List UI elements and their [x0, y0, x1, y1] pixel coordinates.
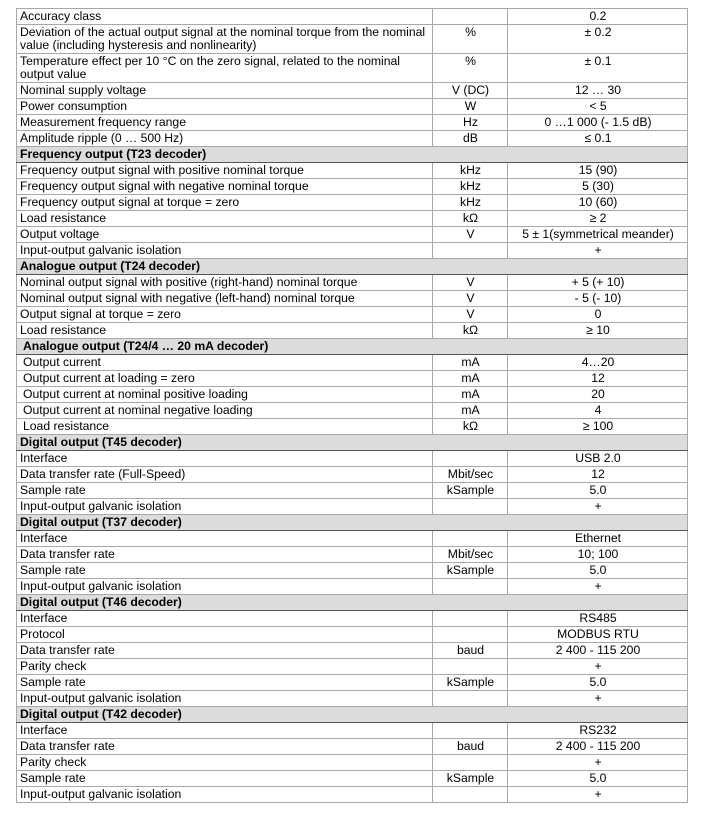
table-row — [17, 643, 688, 659]
parameter-cell: Power consumption — [17, 99, 433, 115]
unit-cell: V — [433, 291, 508, 307]
parameter-cell: Input-output galvanic isolation — [17, 243, 433, 259]
unit-cell: kHz — [433, 179, 508, 195]
section-title: Analogue output (T24/4 … 20 mA decoder) — [17, 339, 688, 355]
parameter-cell: Accuracy class — [17, 9, 433, 25]
parameter-cell: Sample rate — [17, 675, 433, 691]
value-cell: 20 — [508, 387, 688, 403]
table-row — [17, 131, 688, 147]
parameter-cell: Interface — [17, 723, 433, 739]
parameter-cell: Temperature effect per 10 °C on the zero signal, related to the nominal output value — [17, 54, 433, 83]
parameter-cell: Load resistance — [17, 211, 433, 227]
parameter-cell: Sample rate — [17, 483, 433, 499]
value-cell: + 5 (+ 10) — [508, 275, 688, 291]
table-row — [17, 611, 688, 627]
unit-cell: kSample — [433, 483, 508, 499]
unit-cell: kSample — [433, 563, 508, 579]
table-row — [17, 211, 688, 227]
parameter-cell: Interface — [17, 451, 433, 467]
unit-cell: kΩ — [433, 323, 508, 339]
parameter-cell: Input-output galvanic isolation — [17, 787, 433, 803]
parameter-cell: Frequency output signal with negative nominal torque — [17, 179, 433, 195]
parameter-cell: Nominal output signal with negative (left-hand) nominal torque — [17, 291, 433, 307]
value-cell: 12 — [508, 467, 688, 483]
section-header-row — [17, 707, 688, 723]
table-row — [17, 451, 688, 467]
table-row — [17, 54, 688, 83]
unit-cell: kHz — [433, 195, 508, 211]
table-row — [17, 579, 688, 595]
section-header-row — [17, 595, 688, 611]
table-row — [17, 291, 688, 307]
value-cell: 0 …1 000 (- 1.5 dB) — [508, 115, 688, 131]
unit-cell: % — [433, 25, 508, 54]
parameter-cell: Deviation of the actual output signal at the nominal torque from the nominal value (including hysteresis and nonlinearity) — [17, 25, 433, 54]
parameter-cell: Output current at nominal positive loading — [17, 387, 433, 403]
value-cell: RS232 — [508, 723, 688, 739]
value-cell: ≥ 100 — [508, 419, 688, 435]
table-row — [17, 99, 688, 115]
parameter-cell: Data transfer rate (Full-Speed) — [17, 467, 433, 483]
unit-cell: V — [433, 275, 508, 291]
table-row — [17, 371, 688, 387]
unit-cell — [433, 499, 508, 515]
table-row — [17, 419, 688, 435]
unit-cell — [433, 579, 508, 595]
value-cell: Ethernet — [508, 531, 688, 547]
parameter-cell: Data transfer rate — [17, 643, 433, 659]
table-row — [17, 243, 688, 259]
section-header-row — [17, 339, 688, 355]
parameter-cell: Sample rate — [17, 563, 433, 579]
parameter-cell: Output current at nominal negative loading — [17, 403, 433, 419]
value-cell: 2 400 - 115 200 — [508, 643, 688, 659]
value-cell: 2 400 - 115 200 — [508, 739, 688, 755]
value-cell: 10 (60) — [508, 195, 688, 211]
unit-cell: dB — [433, 131, 508, 147]
value-cell: 12 … 30 — [508, 83, 688, 99]
table-row — [17, 499, 688, 515]
value-cell: + — [508, 755, 688, 771]
value-cell: + — [508, 691, 688, 707]
value-cell: ± 0.1 — [508, 54, 688, 83]
unit-cell — [433, 243, 508, 259]
parameter-cell: Load resistance — [17, 323, 433, 339]
parameter-cell: Load resistance — [17, 419, 433, 435]
value-cell: 5 (30) — [508, 179, 688, 195]
unit-cell: baud — [433, 643, 508, 659]
parameter-cell: Parity check — [17, 659, 433, 675]
unit-cell: kHz — [433, 163, 508, 179]
table-row — [17, 83, 688, 99]
value-cell: - 5 (- 10) — [508, 291, 688, 307]
unit-cell — [433, 451, 508, 467]
unit-cell: V — [433, 227, 508, 243]
parameter-cell: Parity check — [17, 755, 433, 771]
value-cell: 4…20 — [508, 355, 688, 371]
unit-cell: V (DC) — [433, 83, 508, 99]
value-cell: RS485 — [508, 611, 688, 627]
unit-cell — [433, 9, 508, 25]
table-row — [17, 531, 688, 547]
value-cell: 5 ± 1(symmetrical meander) — [508, 227, 688, 243]
value-cell: MODBUS RTU — [508, 627, 688, 643]
section-header-row — [17, 147, 688, 163]
unit-cell: W — [433, 99, 508, 115]
value-cell: ≥ 2 — [508, 211, 688, 227]
spec-table-body — [17, 9, 688, 803]
section-title: Digital output (T45 decoder) — [17, 435, 688, 451]
table-row — [17, 467, 688, 483]
table-row — [17, 755, 688, 771]
parameter-cell: Output voltage — [17, 227, 433, 243]
section-title: Analogue output (T24 decoder) — [17, 259, 688, 275]
table-row — [17, 323, 688, 339]
parameter-cell: Frequency output signal at torque = zero — [17, 195, 433, 211]
value-cell: < 5 — [508, 99, 688, 115]
table-row — [17, 547, 688, 563]
table-row — [17, 163, 688, 179]
unit-cell: mA — [433, 371, 508, 387]
value-cell: 5.0 — [508, 563, 688, 579]
value-cell: ≥ 10 — [508, 323, 688, 339]
value-cell: USB 2.0 — [508, 451, 688, 467]
unit-cell — [433, 723, 508, 739]
unit-cell: Hz — [433, 115, 508, 131]
table-row — [17, 771, 688, 787]
table-row — [17, 355, 688, 371]
table-row — [17, 195, 688, 211]
unit-cell: mA — [433, 403, 508, 419]
parameter-cell: Data transfer rate — [17, 547, 433, 563]
value-cell: 5.0 — [508, 675, 688, 691]
table-row — [17, 675, 688, 691]
table-row — [17, 403, 688, 419]
unit-cell — [433, 659, 508, 675]
value-cell: 10; 100 — [508, 547, 688, 563]
parameter-cell: Sample rate — [17, 771, 433, 787]
value-cell: 4 — [508, 403, 688, 419]
spec-table — [16, 8, 688, 803]
section-header-row — [17, 259, 688, 275]
value-cell: 12 — [508, 371, 688, 387]
table-row — [17, 659, 688, 675]
unit-cell: kΩ — [433, 419, 508, 435]
table-row — [17, 275, 688, 291]
parameter-cell: Interface — [17, 611, 433, 627]
section-title: Digital output (T46 decoder) — [17, 595, 688, 611]
table-row — [17, 115, 688, 131]
table-row — [17, 787, 688, 803]
value-cell: 5.0 — [508, 771, 688, 787]
unit-cell — [433, 627, 508, 643]
table-row — [17, 387, 688, 403]
value-cell: ± 0.2 — [508, 25, 688, 54]
parameter-cell: Data transfer rate — [17, 739, 433, 755]
table-row — [17, 9, 688, 25]
value-cell: + — [508, 243, 688, 259]
unit-cell — [433, 691, 508, 707]
table-row — [17, 691, 688, 707]
table-row — [17, 563, 688, 579]
section-header-row — [17, 515, 688, 531]
parameter-cell: Output current at loading = zero — [17, 371, 433, 387]
unit-cell — [433, 755, 508, 771]
unit-cell: % — [433, 54, 508, 83]
section-header-row — [17, 435, 688, 451]
unit-cell: mA — [433, 355, 508, 371]
unit-cell: V — [433, 307, 508, 323]
value-cell: 0 — [508, 307, 688, 323]
unit-cell: kSample — [433, 771, 508, 787]
table-row — [17, 627, 688, 643]
unit-cell — [433, 787, 508, 803]
parameter-cell: Input-output galvanic isolation — [17, 579, 433, 595]
unit-cell: kSample — [433, 675, 508, 691]
value-cell: ≤ 0.1 — [508, 131, 688, 147]
value-cell: + — [508, 499, 688, 515]
parameter-cell: Interface — [17, 531, 433, 547]
value-cell: 0.2 — [508, 9, 688, 25]
value-cell: 15 (90) — [508, 163, 688, 179]
parameter-cell: Frequency output signal with positive nominal torque — [17, 163, 433, 179]
unit-cell — [433, 531, 508, 547]
parameter-cell: Input-output galvanic isolation — [17, 499, 433, 515]
section-title: Frequency output (T23 decoder) — [17, 147, 688, 163]
table-row — [17, 25, 688, 54]
section-title: Digital output (T42 decoder) — [17, 707, 688, 723]
unit-cell: baud — [433, 739, 508, 755]
table-row — [17, 179, 688, 195]
table-row — [17, 307, 688, 323]
table-row — [17, 723, 688, 739]
value-cell: + — [508, 787, 688, 803]
unit-cell: mA — [433, 387, 508, 403]
parameter-cell: Output current — [17, 355, 433, 371]
parameter-cell: Output signal at torque = zero — [17, 307, 433, 323]
parameter-cell: Protocol — [17, 627, 433, 643]
value-cell: + — [508, 659, 688, 675]
unit-cell — [433, 611, 508, 627]
section-title: Digital output (T37 decoder) — [17, 515, 688, 531]
unit-cell: Mbit/sec — [433, 467, 508, 483]
value-cell: + — [508, 579, 688, 595]
table-row — [17, 227, 688, 243]
parameter-cell: Input-output galvanic isolation — [17, 691, 433, 707]
parameter-cell: Nominal output signal with positive (right-hand) nominal torque — [17, 275, 433, 291]
value-cell: 5.0 — [508, 483, 688, 499]
table-row — [17, 483, 688, 499]
parameter-cell: Amplitude ripple (0 … 500 Hz) — [17, 131, 433, 147]
unit-cell: kΩ — [433, 211, 508, 227]
parameter-cell: Nominal supply voltage — [17, 83, 433, 99]
table-row — [17, 739, 688, 755]
unit-cell: Mbit/sec — [433, 547, 508, 563]
parameter-cell: Measurement frequency range — [17, 115, 433, 131]
